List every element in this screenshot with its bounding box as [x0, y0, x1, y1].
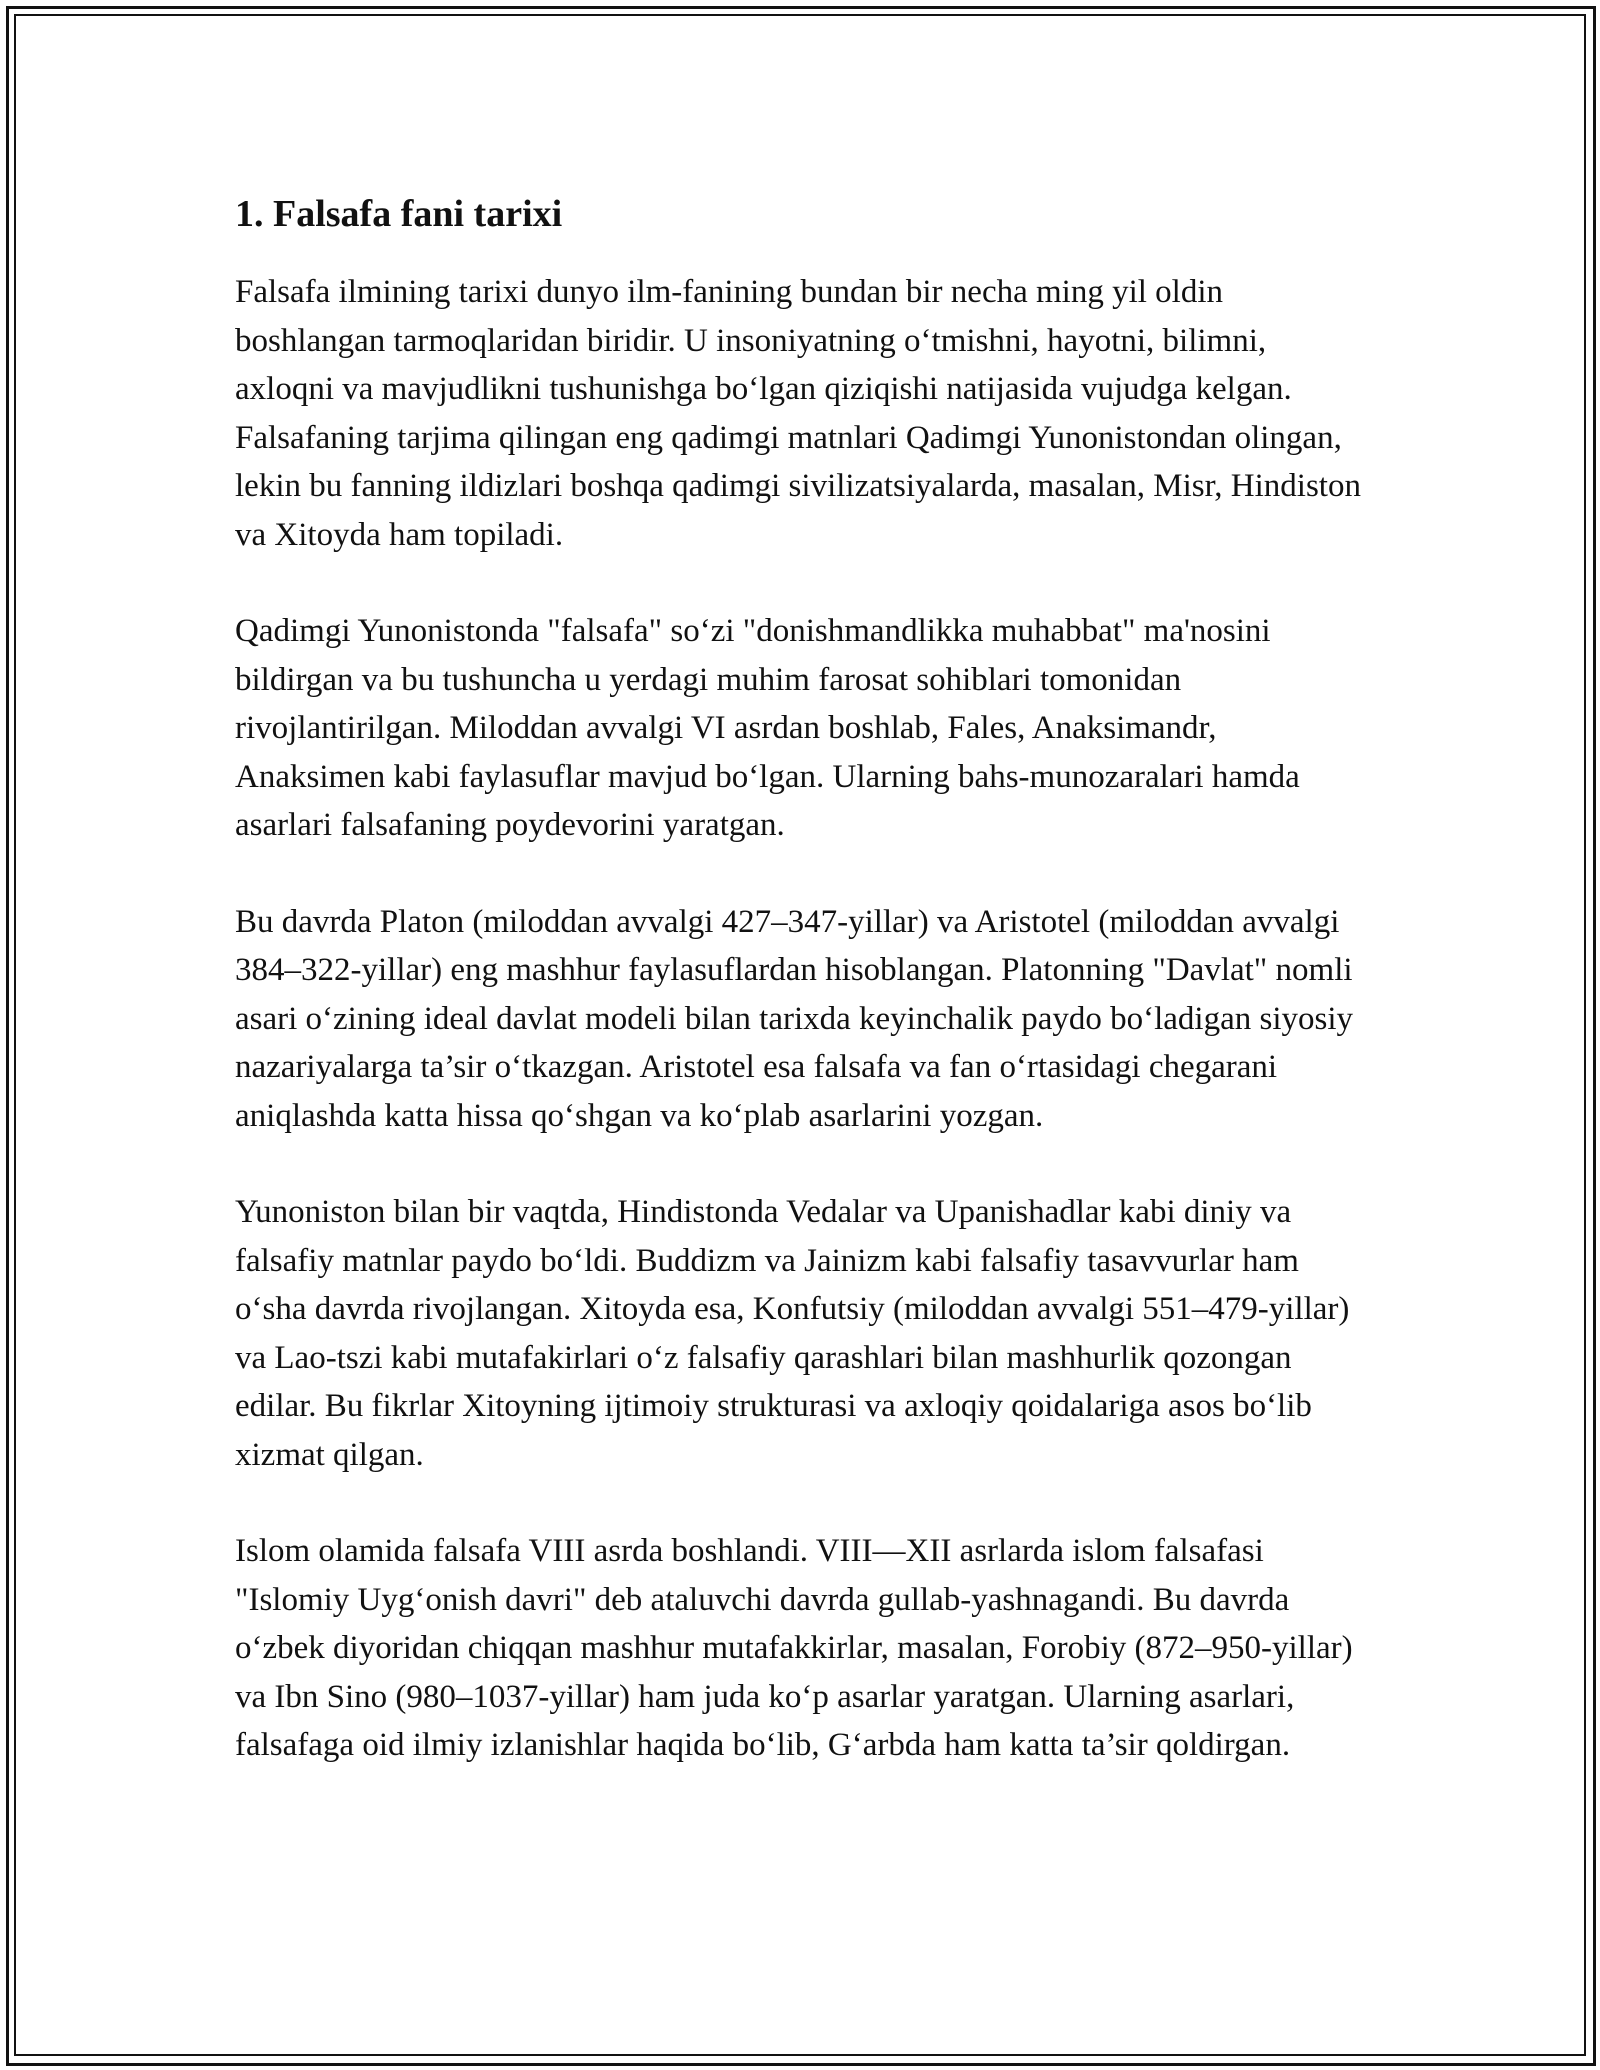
paragraph-1: Falsafa ilmining tarixi dunyo ilm-fanining bundan bir necha ming yil oldin boshlangan tarmoqlaridan biridir. U insoniyatning o‘tmishni, hayotni, bilimni, axloqni va mavjudlikni tushunishga bo‘lgan qiziqishi natijasida vujudga kelgan. Falsafaning tarjima qilingan eng qadimgi matnlari Qadimgi Yunonistondan olingan, lekin bu fanning ildizlari boshqa qadimgi sivilizatsiyalarda, masalan, Misr, Hindiston va Xitoyda ham topiladi.: [235, 274, 1361, 553]
paragraph-2: Qadimgi Yunonistonda "falsafa" so‘zi "donishmandlikka muhabbat" ma'nosini bildirgan va bu tushuncha u yerdagi muhim farosat sohiblari tomonidan rivojlantirilgan. Miloddan avvalgi VI asrdan boshlab, Fales, Anaksimandr, Anaksimen kabi faylasuflar mavjud bo‘lgan. Ularning bahs-munozaralari hamda asarlari falsafaning poydevorini yaratgan.: [235, 613, 1300, 843]
paragraph-5: Islom olamida falsafa VIII asrda boshlandi. VIII—XII asrlarda islom falsafasi "Islomiy Uyg‘onish davri" deb ataluvchi davrda gullab-yashnagandi. Bu davrda o‘zbek diyoridan chiqqan mashhur mutafakkirlar, masalan, Forobiy (872–950-yillar) va Ibn Sino (980–1037-yillar) ham juda ko‘p asarlar yaratgan. Ularning asarlari, falsafaga oid ilmiy izlanishlar haqida bo‘lib, G‘arbda ham katta ta’sir qoldirgan.: [235, 1533, 1353, 1763]
document-title: 1. Falsafa fani tarixi: [235, 193, 563, 235]
paragraph-4: Yunoniston bilan bir vaqtda, Hindistonda Vedalar va Upanishadlar kabi diniy va falsafiy matnlar paydo bo‘ldi. Buddizm va Jainizm kabi falsafiy tasavvurlar ham o‘sha davrda rivojlangan. Xitoyda esa, Konfutsiy (miloddan avvalgi 551–479-yillar) va Lao-tszi kabi mutafakirlari o‘z falsafiy qarashlari bilan mashhurlik qozongan edilar. Bu fikrlar Xitoyning ijtimoiy strukturasi va axloqiy qoidalariga asos bo‘lib xizmat qilgan.: [235, 1194, 1350, 1473]
paragraph-3: Bu davrda Platon (miloddan avvalgi 427–347-yillar) va Aristotel (miloddan avvalgi 384–322-yillar) eng mashhur faylasuflardan hisoblangan. Platonning "Davlat" nomli asari o‘zining ideal davlat modeli bilan tarixda keyinchalik paydo bo‘ladigan siyosiy nazariyalarga ta’sir o‘tkazgan. Aristotel esa falsafa va fan o‘rtasidagi chegarani aniqlashda katta hissa qo‘shgan va ko‘plab asarlarini yozgan.: [235, 903, 1354, 1134]
document-body: [235, 190, 1365, 1818]
